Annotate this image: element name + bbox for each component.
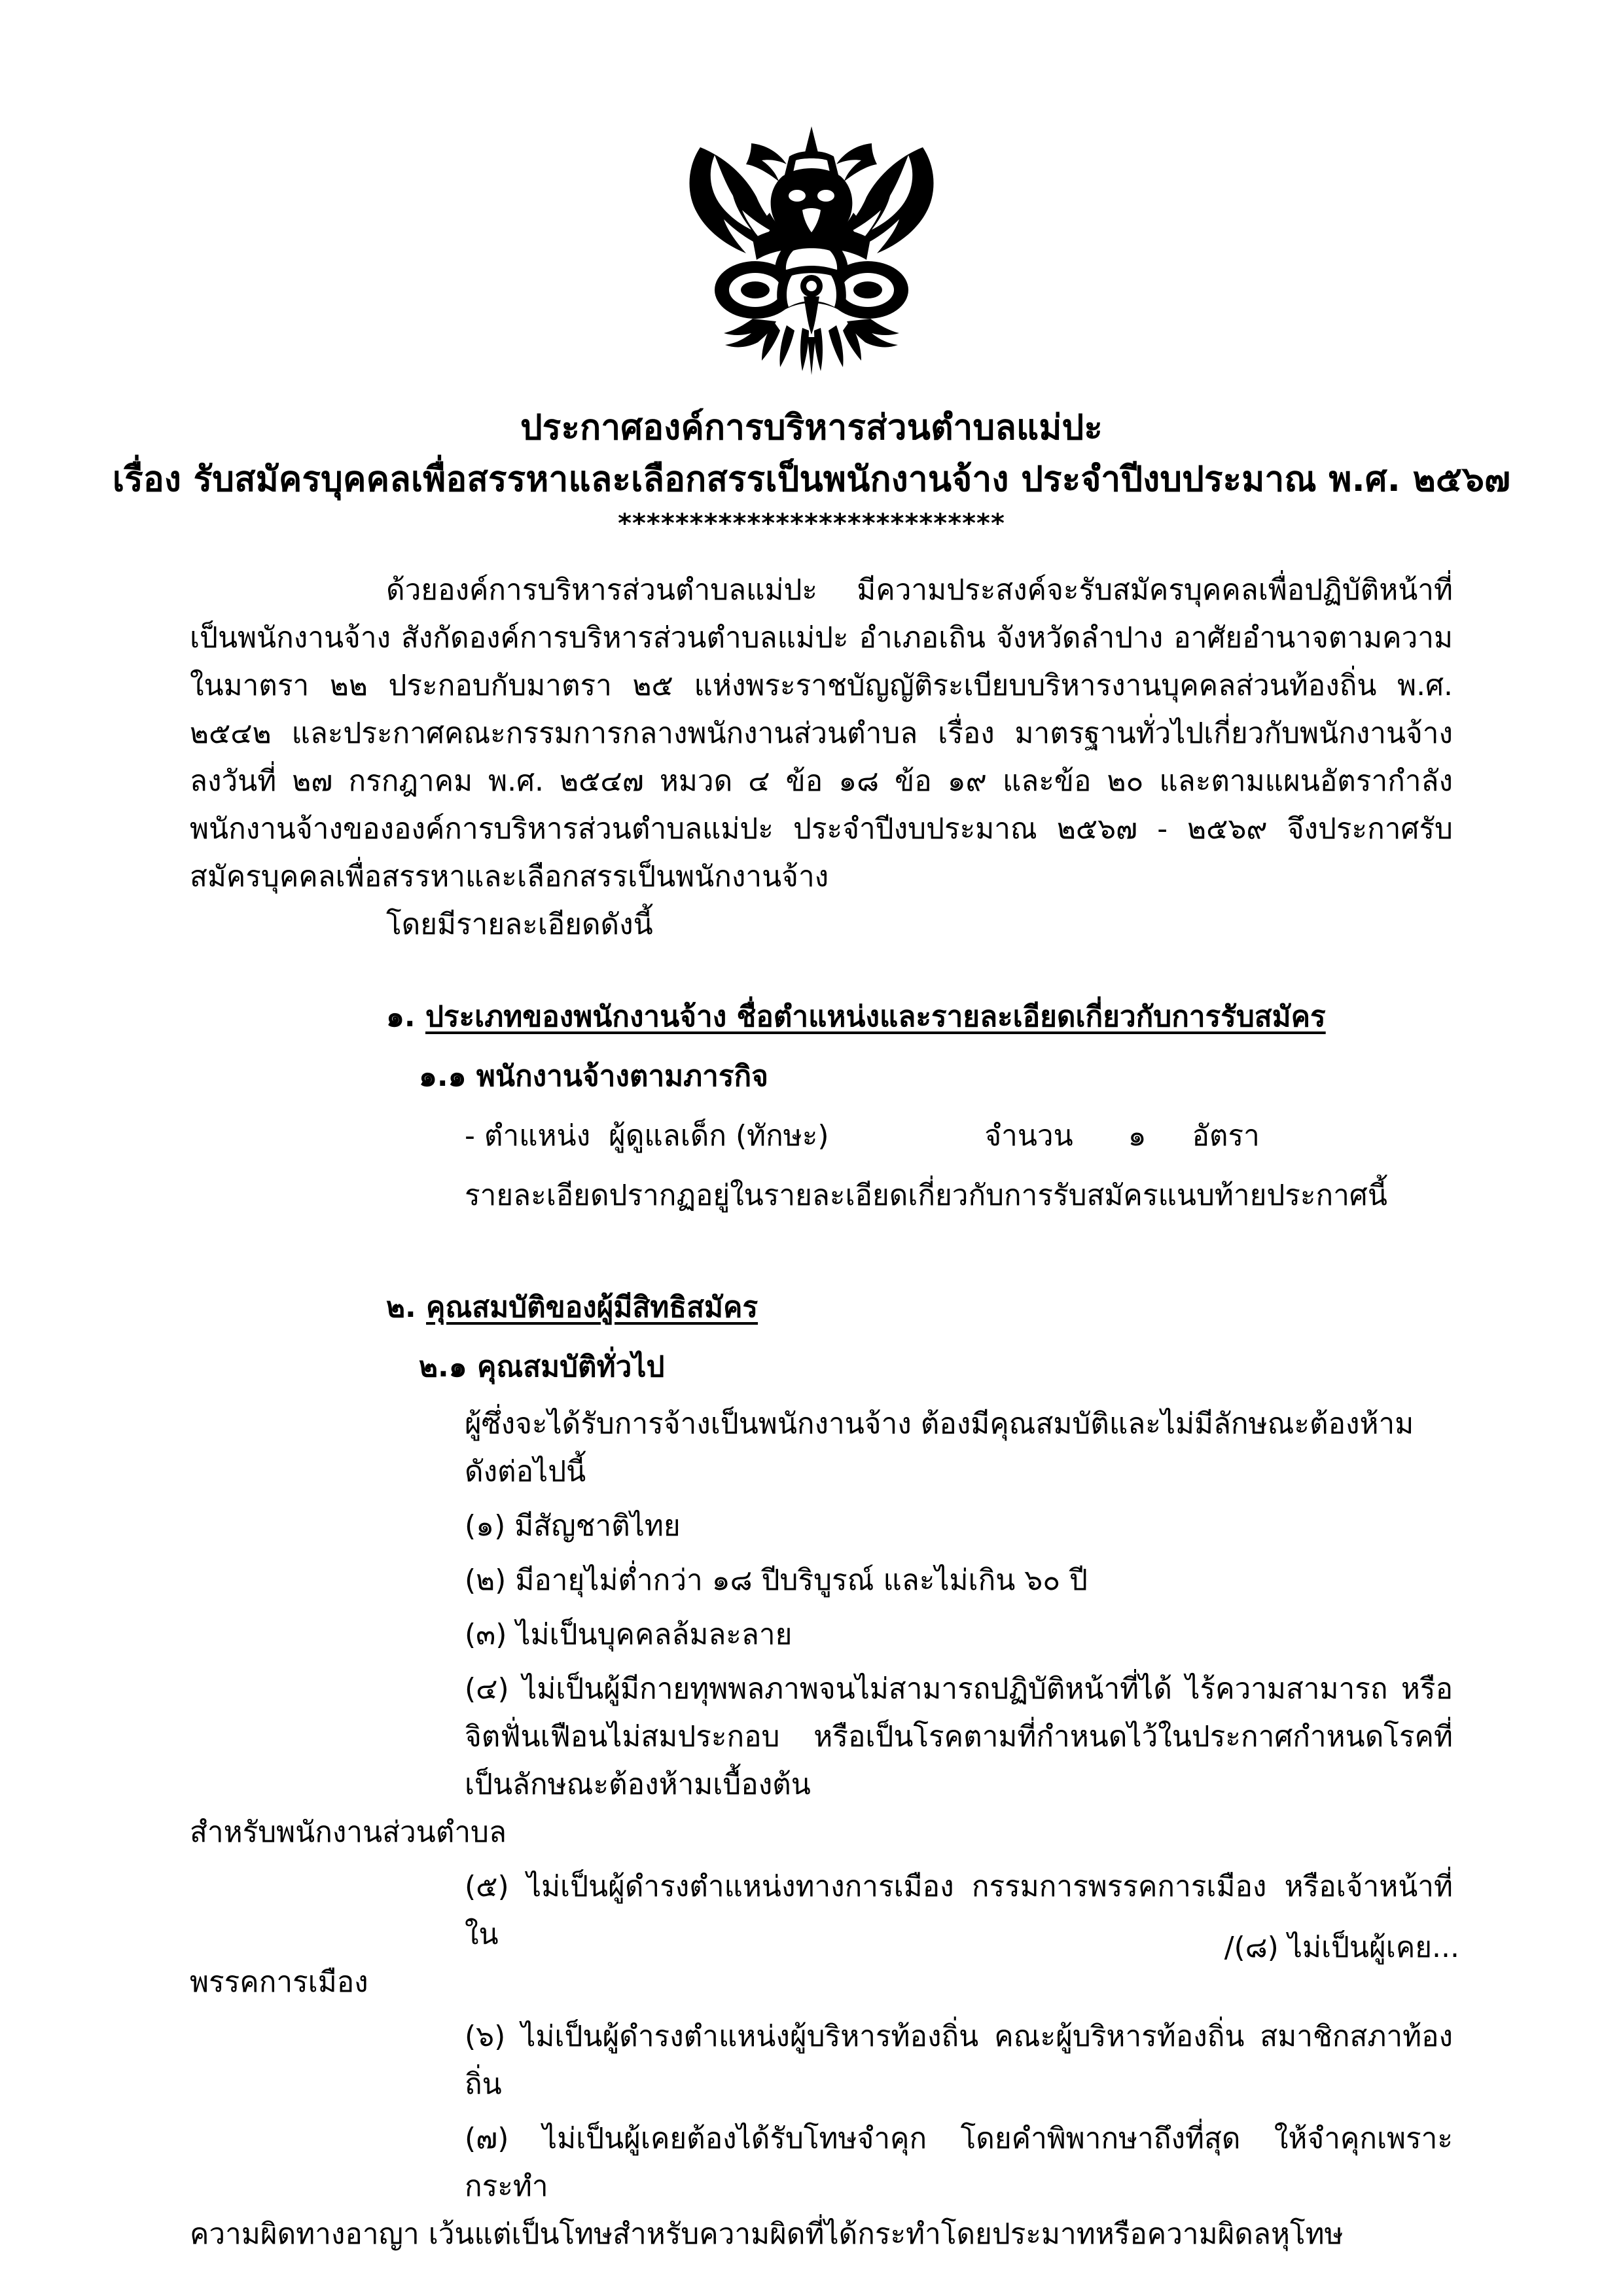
list-item (190, 1665, 1453, 1856)
list-item (190, 1611, 1453, 1659)
list-item-text: ไม่เป็นผู้เคยต้องได้รับโทษจำคุก โดยคำพิพากษาถึงที่สุด ให้จำคุกเพราะกระทำ (465, 2122, 1453, 2203)
list-item (190, 2013, 1453, 2108)
section-2-1-title: คุณสมบัติทั่วไป (476, 1350, 665, 1384)
list-item-marker: (๒) (465, 1564, 507, 1597)
section-2-heading (190, 1283, 1453, 1331)
section-1-1-title: พนักงานจ้างตามภารกิจ (476, 1060, 768, 1093)
list-item (190, 1556, 1453, 1604)
document-title-block (0, 406, 1623, 539)
section-1-1-number: ๑.๑ (419, 1060, 467, 1093)
list-item-marker: (๖) (465, 2020, 506, 2053)
list-item-marker: (๗) (465, 2122, 509, 2155)
intro-paragraph-last-line: โดยมีรายละเอียดดังนี้ (386, 908, 653, 941)
section-2-number: ๒. (386, 1291, 416, 1324)
section-2-1-number: ๒.๑ (419, 1350, 467, 1384)
page-title: ประกาศองค์การบริหารส่วนตำบลแม่ปะ (520, 408, 1103, 448)
section-2-1-heading (190, 1343, 1453, 1391)
spacer (190, 948, 1453, 965)
position-row: - ตำแหน่ง ผู้ดูแลเด็ก (ทักษะ) จำนวน ๑ อัตรา (465, 1119, 1260, 1153)
list-item-continuation: ความผิดทางอาญา เว้นแต่เป็นโทษสำหรับความผิดที่ได้กระทำโดยประมาทหรือความผิดลหุโทษ (190, 2217, 1344, 2251)
page-subtitle: เรื่อง รับสมัครบุคคลเพื่อสรรหาและเลือกสรรเป็นพนักงานจ้าง ประจำปีงบประมาณ พ.ศ. ๒๕๖๗ (112, 459, 1511, 499)
list-item-marker: (๔) (465, 1672, 509, 1706)
section-1-title: ประเภทของพนักงานจ้าง ชื่อตำแหน่งและรายละเอียดเกี่ยวกับการรับสมัคร (425, 1000, 1326, 1033)
separator-asterisks: *************************** (618, 508, 1005, 539)
list-item-text: ไม่เป็นผู้ดำรงตำแหน่งผู้บริหารท้องถิ่น คณะผู้บริหารท้องถิ่น สมาชิกสภาท้องถิ่น (465, 2020, 1453, 2101)
list-item-text: ไม่เป็นผู้ดำรงตำแหน่งทางการเมือง กรรมการพรรคการเมือง หรือเจ้าหน้าที่ใน (465, 1870, 1453, 1951)
list-item-text: มีสัญชาติไทย (514, 1509, 681, 1543)
section-2-title: คุณสมบัติของผู้มีสิทธิสมัคร (426, 1291, 758, 1324)
section-1-heading (190, 993, 1453, 1041)
section-1-number: ๑. (386, 1000, 416, 1033)
list-item-continuation: พรรคการเมือง (190, 1965, 368, 1999)
intro-paragraph (190, 566, 1453, 948)
list-item-text: มีอายุไม่ต่ำกว่า ๑๘ ปีบริบูรณ์ และไม่เกิน ๖๐ ปี (515, 1564, 1088, 1597)
qualification-lead-in: ผู้ซึ่งจะได้รับการจ้างเป็นพนักงานจ้าง ต้องมีคุณสมบัติและไม่มีลักษณะต้องห้าม ดังต่อไปนี้ (465, 1407, 1414, 1488)
document-body (190, 566, 1453, 2258)
garuda-emblem-icon (674, 115, 949, 376)
list-item-marker: (๓) (465, 1618, 507, 1651)
list-item-marker: (๕) (465, 1870, 509, 1903)
list-item (190, 1502, 1453, 1550)
list-item-marker: (๑) (465, 1509, 506, 1543)
list-item (190, 2115, 1453, 2258)
list-item-continuation: สำหรับพนักงานส่วนตำบล (190, 1816, 507, 1849)
emblem-container (0, 115, 1623, 379)
list-item-text: ไม่เป็นผู้มีกายทุพพลภาพจนไม่สามารถปฏิบัติหน้าที่ได้ ไร้ความสามารถ หรือจิตฟั่นเฟือนไม่สมประกอบ หรือเป็นโรคตามที่กำหนดไว้ในประกาศกำหนดโรคที่เป็นลักษณะต้องห้ามเบื้องต้น (465, 1672, 1453, 1801)
position-detail-note: รายละเอียดปรากฏอยู่ในรายละเอียดเกี่ยวกับการรับสมัครแนบท้ายประกาศนี้ (465, 1179, 1387, 1212)
spacer (190, 1219, 1453, 1256)
list-item-text: ไม่เป็นบุคคลล้มละลาย (516, 1618, 793, 1651)
section-1-1-heading (190, 1052, 1453, 1100)
page-catchword: /(๘) ไม่เป็นผู้เคย... (1224, 1931, 1459, 1964)
intro-paragraph-text: ด้วยองค์การบริหารส่วนตำบลแม่ปะ มีความประสงค์จะรับสมัครบุคคลเพื่อปฏิบัติหน้าที่เป็นพนักงานจ้าง สังกัดองค์การบริหารส่วนตำบลแม่ปะ อำเภอเถิน จังหวัดลำปาง อาศัยอำนาจตามความในมาตรา ๒๒ ประกอบกับมาตรา ๒๕ แห่งพระราชบัญญัติระเบียบบริหารงานบุคคลส่วนท้องถิ่น พ.ศ. ๒๕๔๒ และประกาศคณะกรรมการกลางพนักงานส่วนตำบล เรื่อง มาตรฐานทั่วไปเกี่ยวกับพนักงานจ้าง ลงวันที่ ๒๗ กรกฎาคม พ.ศ. ๒๕๔๗ หมวด ๔ ข้อ ๑๘ ข้อ ๑๙ และข้อ ๒๐ และตามแผนอัตรากำลังพนักงานจ้างขององค์การบริหารส่วนตำบลแม่ปะ ประจำปีงบประมาณ ๒๕๖๗ - ๒๕๖๙ จึงประกาศรับสมัครบุคคลเพื่อสรรหาและเลือกสรรเป็นพนักงานจ้าง (190, 573, 1453, 893)
